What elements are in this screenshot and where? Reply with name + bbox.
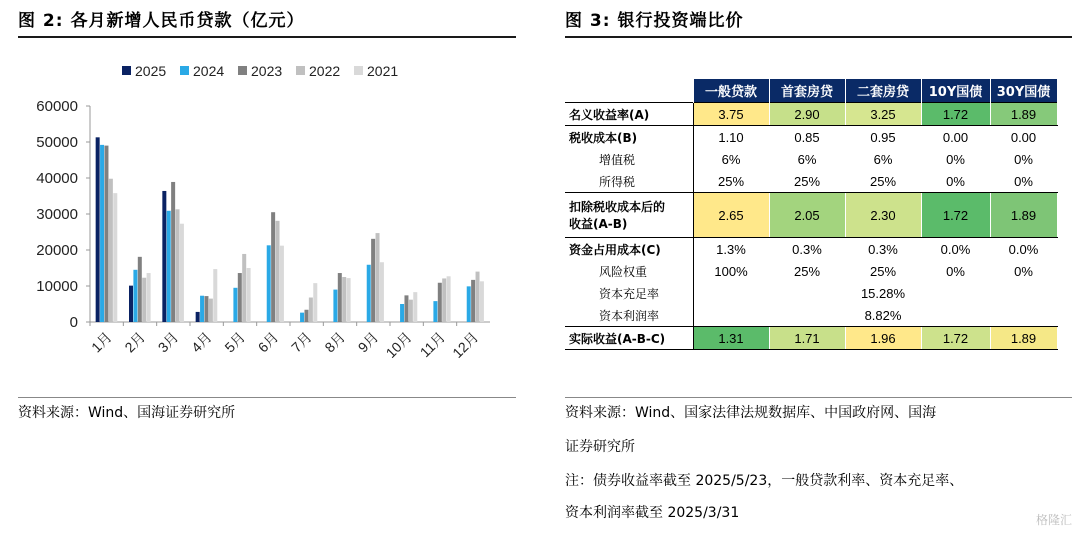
- bar-2021-7月: [313, 283, 317, 322]
- y-tick-label-30000: 30000: [36, 206, 78, 223]
- row-label: 实际收益(A-B-C): [565, 327, 693, 350]
- table-cell: 100%: [693, 260, 769, 282]
- row-label: [565, 193, 693, 238]
- bar-2023-12月: [471, 280, 475, 322]
- bar-2022-1月: [109, 179, 113, 322]
- table-cell: 15.28%: [845, 282, 921, 304]
- right-panel-title: 图 3: 银行投资端比价: [565, 11, 744, 31]
- table-cell: 2.90: [769, 103, 845, 126]
- table-cell: 1.71: [769, 327, 845, 350]
- table-cell: 25%: [769, 260, 845, 282]
- bar-2023-7月: [304, 310, 308, 322]
- y-tick-label-20000: 20000: [36, 242, 78, 259]
- bar-2025-4月: [196, 312, 200, 322]
- table-cell: 25%: [845, 170, 921, 193]
- table-cell: 25%: [693, 170, 769, 193]
- x-tick-label-12月: 12月: [449, 328, 482, 362]
- table-cell: 0%: [990, 170, 1057, 193]
- table-cell: 25%: [769, 170, 845, 193]
- bar-2024-5月: [233, 288, 237, 322]
- table-cell: [769, 304, 845, 327]
- table-row: [565, 304, 1057, 327]
- bar-2022-8月: [342, 277, 346, 322]
- table-cell: 25%: [845, 260, 921, 282]
- bar-2023-9月: [371, 239, 375, 322]
- legend-swatch-2025: [122, 66, 131, 75]
- right-note-line2: 资本利润率截至 2025/3/31: [565, 505, 740, 521]
- bar-2023-10月: [404, 295, 408, 322]
- table-cell: 0.0%: [921, 238, 990, 261]
- table-row: [565, 193, 1057, 238]
- y-tick-label-60000: 60000: [36, 98, 78, 115]
- right-title-rule: [565, 36, 1072, 38]
- table-cell: 1.89: [990, 103, 1057, 126]
- table-cell: 0.95: [845, 126, 921, 149]
- bar-2021-5月: [247, 268, 251, 322]
- legend-swatch-2022: [296, 66, 305, 75]
- watermark-logo: 格隆汇: [1035, 513, 1072, 527]
- table-cell: 1.72: [921, 327, 990, 350]
- legend-swatch-2021: [354, 66, 363, 75]
- bar-2023-2月: [138, 257, 142, 322]
- row-label: 名义收益率(A): [565, 103, 693, 126]
- row-label-line1: 扣除税收成本后的: [569, 200, 666, 214]
- bar-2022-3月: [176, 209, 180, 322]
- right-source-line1: 资料来源：Wind、国家法律法规数据库、中国政府网、国海: [565, 405, 937, 421]
- table-header-0: [565, 79, 693, 103]
- table-cell: 1.10: [693, 126, 769, 149]
- table-cell: 1.31: [693, 327, 769, 350]
- bar-2024-8月: [333, 290, 337, 322]
- bar-2021-10月: [413, 292, 417, 322]
- bar-2022-4月: [209, 299, 213, 322]
- right-note-line1: 注：债券收益率截至 2025/5/23，一般贷款利率、资本充足率、: [565, 473, 964, 489]
- y-tick-label-50000: 50000: [36, 134, 78, 151]
- table-cell: 6%: [845, 148, 921, 170]
- bar-2024-6月: [267, 245, 271, 322]
- x-tick-label-9月: 9月: [354, 328, 382, 356]
- table-cell: 0%: [921, 260, 990, 282]
- bar-2021-2月: [147, 273, 151, 322]
- x-tick-label-4月: 4月: [188, 328, 215, 356]
- bar-2024-2月: [133, 270, 137, 322]
- table-header-2: 首套房贷: [769, 79, 845, 103]
- bar-2021-4月: [213, 269, 217, 322]
- table-cell: 0%: [921, 148, 990, 170]
- bar-2022-7月: [309, 298, 313, 322]
- table-cell: [990, 304, 1057, 327]
- table-body: [565, 103, 1057, 350]
- bar-2024-7月: [300, 313, 304, 322]
- x-tick-label-5月: 5月: [221, 328, 249, 356]
- bar-2024-10月: [400, 304, 404, 322]
- table-cell: 1.72: [921, 103, 990, 126]
- bar-2021-8月: [347, 278, 351, 322]
- table-header-4: 10Y国债: [921, 79, 990, 103]
- bar-2021-11月: [447, 276, 451, 322]
- legend-swatch-2024: [180, 66, 189, 75]
- left-source: 资料来源：Wind、国海证券研究所: [18, 405, 236, 421]
- bar-2022-10月: [409, 300, 413, 322]
- bar-2025-3月: [162, 191, 166, 322]
- table-cell: [990, 282, 1057, 304]
- bar-2025-1月: [96, 137, 100, 322]
- table-cell: [921, 282, 990, 304]
- table-header-1: 一般贷款: [693, 79, 769, 103]
- row-label: 风险权重: [565, 260, 693, 282]
- right-source-line2: 证券研究所: [565, 439, 635, 455]
- bar-2022-6月: [276, 221, 280, 322]
- table-cell: 3.25: [845, 103, 921, 126]
- row-label: 所得税: [565, 170, 693, 193]
- table-cell: 3.75: [693, 103, 769, 126]
- table-cell: 0%: [921, 170, 990, 193]
- bar-2023-1月: [104, 146, 108, 322]
- table-header-5: 30Y国债: [990, 79, 1057, 103]
- table-cell: 8.82%: [845, 304, 921, 327]
- table-cell: 0%: [990, 148, 1057, 170]
- legend-label-2025: 2025: [135, 63, 167, 79]
- bar-2024-9月: [367, 265, 371, 322]
- bar-2022-5月: [242, 254, 246, 322]
- x-tick-label-2月: 2月: [121, 328, 149, 356]
- table-row: [565, 282, 1057, 304]
- left-title-rule: [18, 36, 516, 38]
- bar-2024-1月: [100, 145, 104, 322]
- x-tick-label-6月: 6月: [254, 328, 282, 356]
- table-cell: 0.3%: [845, 238, 921, 261]
- table-cell: [693, 304, 769, 327]
- bar-2024-11月: [433, 301, 437, 322]
- table-cell: 0%: [990, 260, 1057, 282]
- bar-2021-1月: [113, 193, 117, 322]
- y-tick-label-10000: 10000: [36, 278, 78, 295]
- x-tick-label-7月: 7月: [288, 328, 315, 356]
- table-cell: 1.89: [990, 327, 1057, 350]
- legend-swatch-2023: [238, 66, 247, 75]
- table-cell: 1.89: [990, 193, 1057, 238]
- table-cell: 0.00: [921, 126, 990, 149]
- y-tick-label-0: 0: [69, 314, 78, 331]
- bar-2022-11月: [442, 278, 446, 322]
- table-cell: 0.85: [769, 126, 845, 149]
- table-cell: 6%: [769, 148, 845, 170]
- table-cell: 0.3%: [769, 238, 845, 261]
- row-label: 增值税: [565, 148, 693, 170]
- table-cell: [921, 304, 990, 327]
- bar-2023-3月: [171, 182, 175, 322]
- x-tick-label-3月: 3月: [154, 328, 182, 356]
- row-label: 资本充足率: [565, 282, 693, 304]
- row-label: 税收成本(B): [565, 126, 693, 149]
- bar-2021-6月: [280, 246, 284, 322]
- legend-label-2023: 2023: [251, 63, 283, 79]
- bar-2024-3月: [167, 211, 171, 322]
- bar-2023-5月: [238, 273, 242, 322]
- bar-2024-4月: [200, 296, 204, 322]
- x-tick-label-8月: 8月: [321, 328, 349, 356]
- bar-2021-9月: [380, 262, 384, 322]
- bar-2022-2月: [142, 278, 146, 322]
- comparison-table: [565, 79, 1058, 350]
- bar-2023-4月: [204, 296, 208, 322]
- x-tick-label-11月: 11月: [416, 328, 449, 361]
- table-row: [565, 103, 1057, 126]
- y-tick-label-40000: 40000: [36, 170, 78, 187]
- legend-label-2024: 2024: [193, 63, 225, 79]
- table-cell: 2.05: [769, 193, 845, 238]
- table-cell: 0.0%: [990, 238, 1057, 261]
- table-cell: 0.00: [990, 126, 1057, 149]
- bar-2023-6月: [271, 212, 275, 322]
- bar-2025-2月: [129, 286, 133, 322]
- bar-2022-12月: [476, 272, 480, 322]
- bar-2021-12月: [480, 281, 484, 322]
- bar-2021-3月: [180, 224, 184, 322]
- table-row: [565, 170, 1057, 193]
- table-cell: 1.72: [921, 193, 990, 238]
- row-label-line2: 收益(A-B): [569, 217, 628, 231]
- table-cell: 2.30: [845, 193, 921, 238]
- table-row: [565, 126, 1057, 149]
- bar-2022-9月: [376, 233, 380, 322]
- table-cell: 1.96: [845, 327, 921, 350]
- comparison-table-wrap: [565, 79, 1058, 350]
- x-tick-label-10月: 10月: [382, 328, 415, 362]
- table-cell: 2.65: [693, 193, 769, 238]
- table-cell: 6%: [693, 148, 769, 170]
- table-header-3: 二套房贷: [845, 79, 921, 103]
- bar-2023-11月: [438, 283, 442, 322]
- table-cell: [693, 282, 769, 304]
- table-header-row: [565, 79, 1057, 103]
- legend-label-2022: 2022: [309, 63, 341, 79]
- table-row: [565, 327, 1057, 350]
- table-cell: 1.3%: [693, 238, 769, 261]
- table-row: [565, 238, 1057, 261]
- row-label: 资本利润率: [565, 304, 693, 327]
- bar-2023-8月: [338, 273, 342, 322]
- table-row: [565, 260, 1057, 282]
- legend-label-2021: 2021: [367, 63, 399, 79]
- table-row: [565, 148, 1057, 170]
- bar-2024-12月: [467, 286, 471, 322]
- loans-bar-chart: [0, 40, 520, 380]
- table-cell: [769, 282, 845, 304]
- x-tick-label-1月: 1月: [88, 328, 115, 356]
- left-panel-title: 图 2: 各月新增人民币贷款（亿元）: [18, 11, 305, 31]
- row-label: 资金占用成本(C): [565, 238, 693, 261]
